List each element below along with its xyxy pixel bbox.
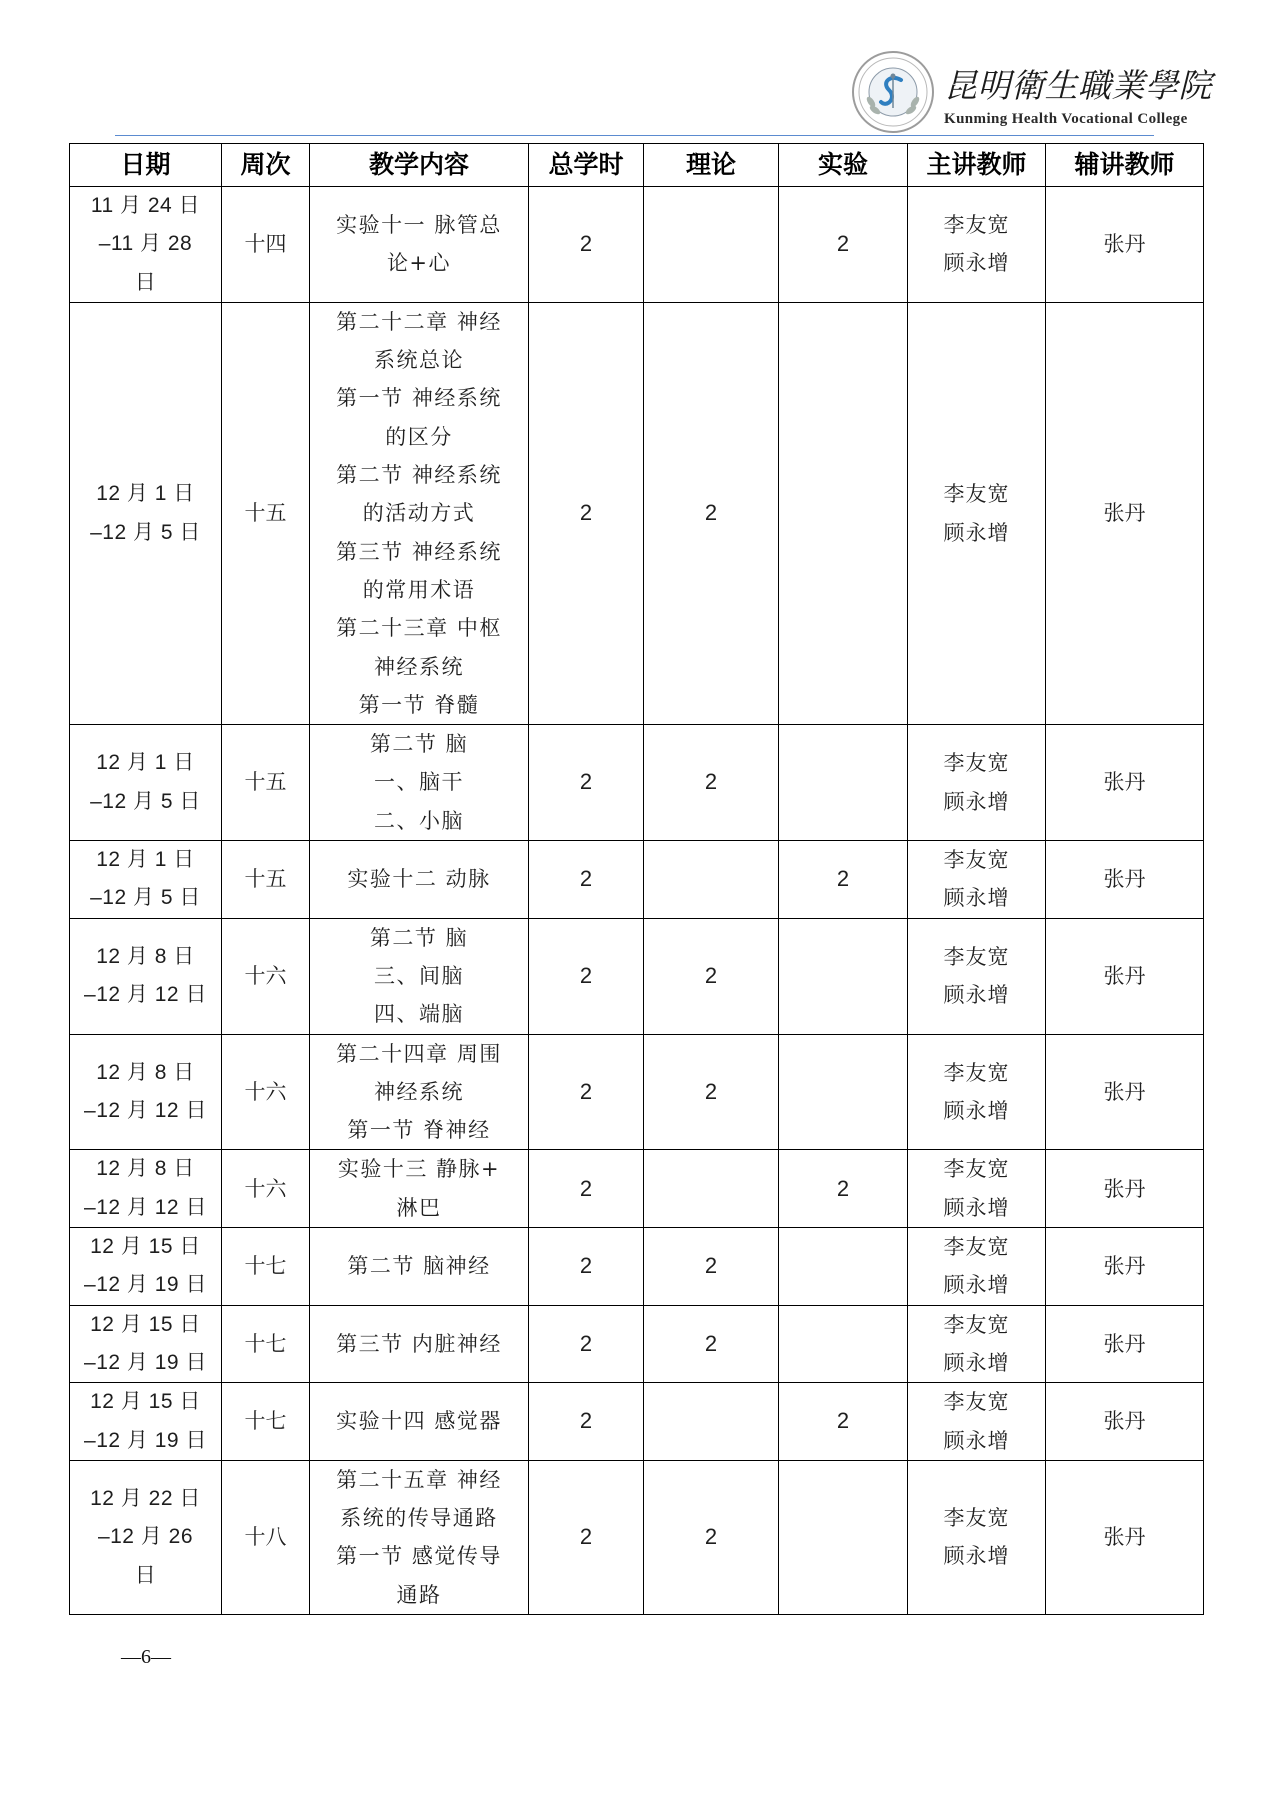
lecturer-cell xyxy=(908,918,1046,1034)
content-line: 第二十二章 神经 xyxy=(336,309,502,334)
total-hours-cell: 2 xyxy=(529,1383,644,1461)
lecturer-name: 李友宽 xyxy=(943,1060,1010,1085)
content-line: 四、端脑 xyxy=(374,1002,464,1027)
table-header-row xyxy=(70,144,1204,187)
lab-hours-cell: 2 xyxy=(779,1383,908,1461)
date-line: 12 月 15 日 xyxy=(90,1235,201,1259)
date-line: –12 月 12 日 xyxy=(84,983,207,1007)
content-line: 第二十五章 神经 xyxy=(336,1467,502,1492)
lecturer-cell xyxy=(908,1460,1046,1614)
week-cell: 十七 xyxy=(222,1228,310,1306)
table-row xyxy=(70,1034,1204,1150)
lecturer-name: 顾永增 xyxy=(943,1428,1010,1453)
content-line: 淋巴 xyxy=(396,1195,442,1220)
date-line: 日 xyxy=(134,270,157,294)
content-line: 第一节 脊髓 xyxy=(358,692,480,717)
date-line: 12 月 15 日 xyxy=(90,1390,201,1414)
date-line: –12 月 26 xyxy=(97,1525,194,1549)
date-line: 12 月 1 日 xyxy=(96,848,195,872)
content-cell xyxy=(310,1034,529,1150)
total-hours-cell: 2 xyxy=(529,302,644,724)
content-line: 的活动方式 xyxy=(362,501,476,526)
table-row xyxy=(70,302,1204,724)
content-line: 第二十三章 中枢 xyxy=(336,616,502,641)
content-line: 实验十二 动脉 xyxy=(347,867,491,892)
table-row xyxy=(70,187,1204,303)
table-body xyxy=(70,187,1204,1615)
date-line: 12 月 15 日 xyxy=(90,1312,201,1336)
date-line: –12 月 5 日 xyxy=(90,886,201,910)
theory-hours-cell: 2 xyxy=(644,1228,779,1306)
week-cell: 十五 xyxy=(222,841,310,919)
date-line: –12 月 5 日 xyxy=(90,789,201,813)
lab-hours-cell xyxy=(779,302,908,724)
assistant-cell: 张丹 xyxy=(1046,1383,1204,1461)
theory-hours-cell xyxy=(644,187,779,303)
content-cell xyxy=(310,725,529,841)
date-line: –12 月 19 日 xyxy=(84,1428,207,1452)
assistant-cell: 张丹 xyxy=(1046,725,1204,841)
content-cell xyxy=(310,1383,529,1461)
lecturer-cell xyxy=(908,1034,1046,1150)
lecturer-cell xyxy=(908,1228,1046,1306)
date-line: –12 月 19 日 xyxy=(84,1273,207,1297)
content-cell xyxy=(310,187,529,303)
table-row xyxy=(70,1305,1204,1383)
content-line: 的区分 xyxy=(385,424,453,449)
lab-hours-cell xyxy=(779,1034,908,1150)
assistant-cell: 张丹 xyxy=(1046,1228,1204,1306)
content-line: 实验十一 脉管总 xyxy=(336,213,502,238)
lecturer-name: 李友宽 xyxy=(943,848,1010,873)
theory-hours-cell: 2 xyxy=(644,918,779,1034)
lecturer-name: 顾永增 xyxy=(943,1098,1010,1123)
total-hours-cell: 2 xyxy=(529,1150,644,1228)
lab-hours-cell xyxy=(779,1460,908,1614)
lecturer-name: 顾永增 xyxy=(943,983,1010,1008)
table-row xyxy=(70,1228,1204,1306)
header-rule xyxy=(115,135,1154,136)
theory-hours-cell xyxy=(644,1383,779,1461)
content-line: 第二节 脑 xyxy=(369,925,469,950)
date-line: 12 月 1 日 xyxy=(96,751,195,775)
content-line: 通路 xyxy=(396,1582,442,1607)
lecturer-name: 顾永增 xyxy=(943,520,1010,545)
total-hours-cell: 2 xyxy=(529,187,644,303)
lecturer-name: 顾永增 xyxy=(943,1544,1010,1569)
content-line: 实验十三 静脉+ xyxy=(337,1157,501,1182)
content-line: 第一节 感觉传导 xyxy=(336,1544,502,1569)
content-line: 第二节 脑 xyxy=(369,732,469,757)
content-line: 二、小脑 xyxy=(374,808,464,833)
week-cell: 十七 xyxy=(222,1383,310,1461)
content-cell xyxy=(310,918,529,1034)
content-line: 一、脑干 xyxy=(374,770,464,795)
assistant-cell: 张丹 xyxy=(1046,187,1204,303)
date-line: 12 月 8 日 xyxy=(96,944,195,968)
lecturer-name: 顾永增 xyxy=(943,1350,1010,1375)
content-line: 系统的传导通路 xyxy=(340,1506,498,1531)
week-cell: 十七 xyxy=(222,1305,310,1383)
college-name-chinese: 昆明衛生職業學院 xyxy=(944,66,1212,105)
column-header-date: 日期 xyxy=(70,144,222,187)
lecturer-name: 顾永增 xyxy=(943,886,1010,911)
week-cell: 十六 xyxy=(222,918,310,1034)
theory-hours-cell: 2 xyxy=(644,1460,779,1614)
date-cell xyxy=(70,187,222,303)
lecturer-name: 顾永增 xyxy=(943,789,1010,814)
theory-hours-cell: 2 xyxy=(644,725,779,841)
lab-hours-cell xyxy=(779,1228,908,1306)
date-cell xyxy=(70,725,222,841)
lecturer-cell xyxy=(908,187,1046,303)
content-line: 三、间脑 xyxy=(374,963,464,988)
schedule-table xyxy=(69,143,1204,1615)
theory-hours-cell: 2 xyxy=(644,302,779,724)
theory-hours-cell: 2 xyxy=(644,1034,779,1150)
date-line: –11 月 28 xyxy=(98,232,193,256)
total-hours-cell: 2 xyxy=(529,1305,644,1383)
date-line: –12 月 19 日 xyxy=(84,1350,207,1374)
lecturer-name: 顾永增 xyxy=(943,1273,1010,1298)
content-line: 第一节 脊神经 xyxy=(347,1118,491,1143)
date-line: –12 月 12 日 xyxy=(84,1098,207,1122)
assistant-cell: 张丹 xyxy=(1046,1034,1204,1150)
total-hours-cell: 2 xyxy=(529,1460,644,1614)
lab-hours-cell: 2 xyxy=(779,841,908,919)
content-cell xyxy=(310,302,529,724)
date-cell xyxy=(70,1228,222,1306)
content-line: 第二节 脑神经 xyxy=(347,1254,491,1279)
lab-hours-cell: 2 xyxy=(779,187,908,303)
column-header-lecturer: 主讲教师 xyxy=(908,144,1046,187)
page-number: —6— xyxy=(121,1646,171,1668)
lecturer-cell xyxy=(908,1383,1046,1461)
lecturer-name: 李友宽 xyxy=(943,1506,1010,1531)
lecturer-name: 李友宽 xyxy=(943,1390,1010,1415)
content-line: 的常用术语 xyxy=(362,577,476,602)
assistant-cell: 张丹 xyxy=(1046,1305,1204,1383)
date-line: 12 月 8 日 xyxy=(96,1157,195,1181)
column-header-week: 周次 xyxy=(222,144,310,187)
assistant-cell: 张丹 xyxy=(1046,1150,1204,1228)
column-header-total-hours: 总学时 xyxy=(529,144,644,187)
table-row xyxy=(70,841,1204,919)
lab-hours-cell xyxy=(779,1305,908,1383)
lecturer-cell xyxy=(908,841,1046,919)
total-hours-cell: 2 xyxy=(529,1228,644,1306)
lecturer-name: 李友宽 xyxy=(943,944,1010,969)
theory-hours-cell xyxy=(644,1150,779,1228)
total-hours-cell: 2 xyxy=(529,918,644,1034)
date-line: 12 月 22 日 xyxy=(90,1486,201,1510)
lab-hours-cell: 2 xyxy=(779,1150,908,1228)
column-header-content: 教学内容 xyxy=(310,144,529,187)
date-line: 12 月 1 日 xyxy=(96,482,195,506)
lecturer-name: 李友宽 xyxy=(943,482,1010,507)
date-line: 11 月 24 日 xyxy=(90,194,201,217)
date-cell xyxy=(70,841,222,919)
week-cell: 十八 xyxy=(222,1460,310,1614)
theory-hours-cell xyxy=(644,841,779,919)
lab-hours-cell xyxy=(779,725,908,841)
date-line: 日 xyxy=(134,1563,157,1587)
total-hours-cell: 2 xyxy=(529,1034,644,1150)
date-cell xyxy=(70,1460,222,1614)
table-row xyxy=(70,1150,1204,1228)
lecturer-cell xyxy=(908,1150,1046,1228)
week-cell: 十四 xyxy=(222,187,310,303)
content-cell xyxy=(310,1460,529,1614)
content-line: 神经系统 xyxy=(374,1079,464,1104)
week-cell: 十五 xyxy=(222,302,310,724)
column-header-assistant: 辅讲教师 xyxy=(1046,144,1204,187)
assistant-cell: 张丹 xyxy=(1046,1460,1204,1614)
content-cell xyxy=(310,841,529,919)
lecturer-name: 李友宽 xyxy=(943,1157,1010,1182)
content-cell xyxy=(310,1228,529,1306)
date-line: –12 月 5 日 xyxy=(90,520,201,544)
column-header-lab: 实验 xyxy=(779,144,908,187)
assistant-cell: 张丹 xyxy=(1046,841,1204,919)
lecturer-name: 顾永增 xyxy=(943,251,1010,276)
lecturer-name: 李友宽 xyxy=(943,1235,1010,1260)
content-line: 第二节 神经系统 xyxy=(336,463,502,488)
lecturer-cell xyxy=(908,302,1046,724)
date-cell xyxy=(70,302,222,724)
week-cell: 十六 xyxy=(222,1034,310,1150)
lecturer-name: 李友宽 xyxy=(943,1312,1010,1337)
content-line: 第三节 内脏神经 xyxy=(336,1331,502,1356)
total-hours-cell: 2 xyxy=(529,725,644,841)
lecturer-name: 李友宽 xyxy=(943,751,1010,776)
date-cell xyxy=(70,1034,222,1150)
table-row xyxy=(70,918,1204,1034)
lecturer-cell xyxy=(908,725,1046,841)
content-cell xyxy=(310,1150,529,1228)
date-cell xyxy=(70,1305,222,1383)
content-line: 第二十四章 周围 xyxy=(336,1041,502,1066)
lecturer-name: 李友宽 xyxy=(943,213,1010,238)
content-cell xyxy=(310,1305,529,1383)
table-row xyxy=(70,725,1204,841)
content-line: 系统总论 xyxy=(374,348,464,373)
content-line: 神经系统 xyxy=(374,654,464,679)
college-name-english: Kunming Health Vocational College xyxy=(944,111,1188,127)
date-line: –12 月 12 日 xyxy=(84,1195,207,1219)
column-header-theory: 理论 xyxy=(644,144,779,187)
content-line: 论+心 xyxy=(386,251,452,276)
content-line: 第一节 神经系统 xyxy=(336,386,502,411)
theory-hours-cell: 2 xyxy=(644,1305,779,1383)
lab-hours-cell xyxy=(779,918,908,1034)
week-cell: 十五 xyxy=(222,725,310,841)
college-logo xyxy=(851,50,935,134)
date-cell xyxy=(70,1383,222,1461)
date-cell xyxy=(70,1150,222,1228)
total-hours-cell: 2 xyxy=(529,841,644,919)
assistant-cell: 张丹 xyxy=(1046,918,1204,1034)
date-line: 12 月 8 日 xyxy=(96,1060,195,1084)
assistant-cell: 张丹 xyxy=(1046,302,1204,724)
week-cell: 十六 xyxy=(222,1150,310,1228)
content-line: 第三节 神经系统 xyxy=(336,539,502,564)
table-row xyxy=(70,1460,1204,1614)
lecturer-name: 顾永增 xyxy=(943,1195,1010,1220)
lecturer-cell xyxy=(908,1305,1046,1383)
table-row xyxy=(70,1383,1204,1461)
date-cell xyxy=(70,918,222,1034)
content-line: 实验十四 感觉器 xyxy=(336,1409,502,1434)
